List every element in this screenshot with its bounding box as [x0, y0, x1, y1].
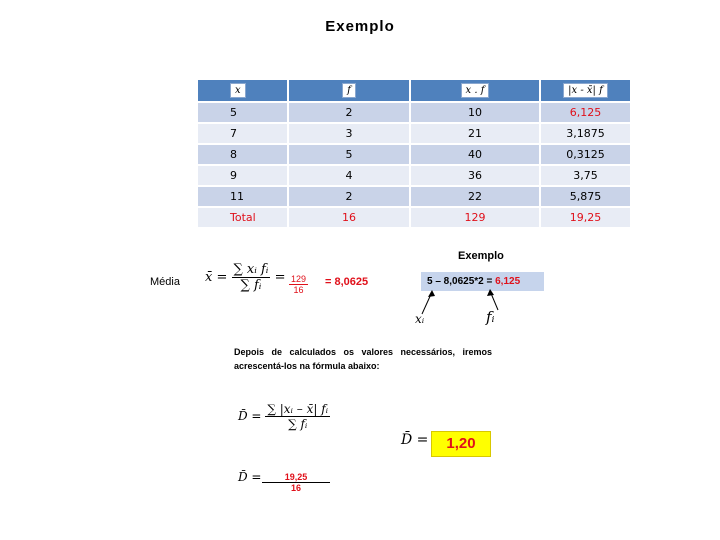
- deviation-formula: D̄ = $\frac{\text{∑ |xᵢ – x̄| fᵢ}}{\text{∑ fᵢ}}$: [238, 402, 329, 431]
- example-calculation: 5 – 8,0625*2 = 6,125: [421, 272, 544, 291]
- deviation-final-fraction: $\frac{19,25}{16}$: [262, 472, 330, 493]
- table-row: 9 4 36 3,75: [198, 166, 630, 187]
- header-fi: f: [289, 80, 409, 103]
- xi-symbol: xᵢ: [415, 312, 425, 326]
- table-total-row: Total 16 129 19,25: [198, 208, 630, 229]
- table-row: 8 5 40 0,3125: [198, 145, 630, 166]
- header-xi: x: [198, 80, 287, 103]
- deviation-result: 1,20: [431, 431, 491, 457]
- table-row: 5 2 10 6,125: [198, 103, 630, 124]
- deviation-result-label: D̄ =: [401, 432, 429, 448]
- page-title: Exemplo: [325, 18, 395, 35]
- example-title: Exemplo: [458, 250, 504, 262]
- data-table: [196, 80, 632, 229]
- table-row: 11 2 22 5,875: [198, 187, 630, 208]
- fi-symbol: fᵢ: [486, 308, 495, 326]
- arrowhead-fi: [487, 289, 494, 296]
- explanation-paragraph: Depois de calculados os valores necessários, iremos acrescentá-los na fórmula abaixo:: [234, 347, 492, 371]
- mean-fraction: $\frac{129}{16}$: [291, 274, 307, 295]
- media-label: Média: [150, 276, 180, 288]
- deviation-final-label: D̄ =: [238, 470, 262, 484]
- header-xifi: x . f: [411, 80, 539, 103]
- table-header-row: [198, 80, 630, 103]
- header-deviation: |x - x̄| f: [541, 80, 630, 103]
- arrows: [410, 288, 510, 318]
- mean-formula: x̄ = $\frac{\text{∑ xᵢ fᵢ}}{\text{∑ fᵢ}}$ =: [205, 262, 286, 293]
- arrowhead-xi: [428, 290, 435, 297]
- mean-result: = 8,0625: [325, 276, 369, 288]
- table-row: 7 3 21 3,1875: [198, 124, 630, 145]
